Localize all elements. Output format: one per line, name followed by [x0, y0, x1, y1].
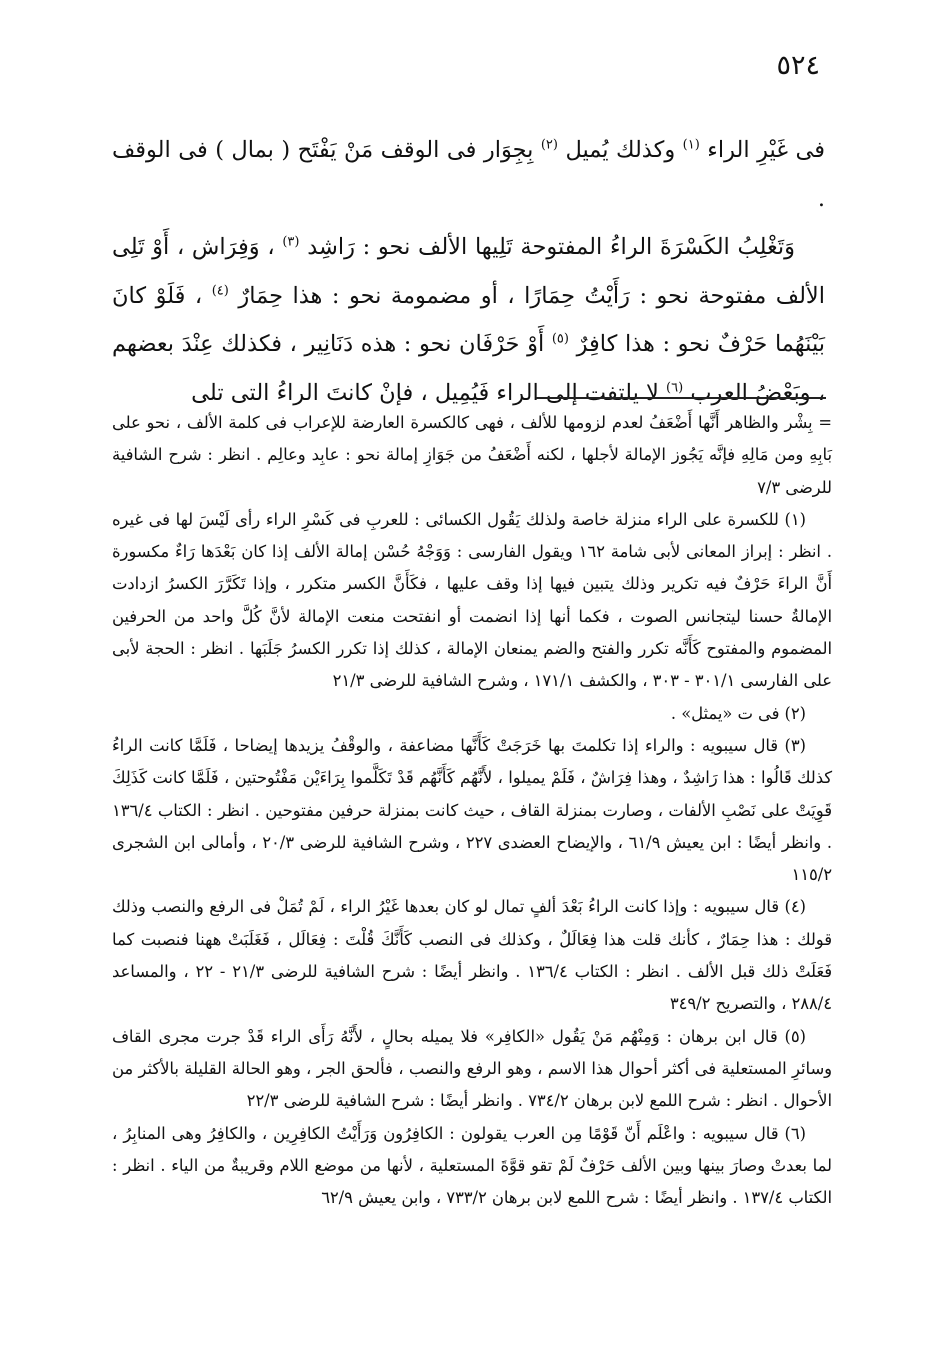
footnote-3: (٣) قال سيبويه : والراء إذا تكلمتَ بها خَرَجَتْ كَأَنَّها مضاعفة ، والوقْفُ يزيدها إيضاحا ، فَلَمَّا كانت الراءُ كذلك قَالُوا : هذا رَاشِدٌ ، وهذا فِرَاشٌ ، فَلَمْ يميلوا ، لأَنَّهُم كَأَنَّهُم قَدْ تَكَلَّموا بِرَاءَيْن مَفْتُوحتين ، فَلَمَّا كانت كَذَلِكَ قَوِيَتْ على نَصْبِ الألفات ، وصارت بمنزلة القاف ، حيث كانت بمنزلة حرفين مفتوحين . انظر : الكتاب ١٣٦/٤ . وانظر أيضًا : ابن يعيش ٦١/٩ ، والإيضاح العضدى ٢٢٧ ، وشرح الشافية للرضى ٢٠/٣ ، وأمالى ابن الشجرى ١١٥/٢: [112, 735, 833, 885]
main-text-run: لا يلتفت إلى الراء فَيُمِيل ، فإنْ كانتَ الراءُ التى تلى: [191, 379, 659, 406]
footnote-ref-5: (٥): [551, 331, 569, 347]
footnote-4: (٤) قال سيبويه : وإذا كانت الراءُ بَعْدَ ألفٍ تمال لو كان بعدها غَيْرُ الراء ، لَمْ تُمَلْ فى الرفع والنصب وذلك قولك : هذا حِمَارٌ ، كأنك قلت هذا فِعَالَلٌ ، وكذلك فى النصب كَأَنَّكَ قُلْتَ : فِعَالَل ، فَغَلَبَتْ ههنا فنصبت كما فَعَلَتْ ذلك قبل الألف . انظر : الكتاب ١٣٦/٤ . وانظر أيضًا : شرح الشافية للرضى ٢١/٣ - ٢٢ ، والمساعد ٢٨٨/٤ ، والتصريح ٣٤٩/٢: [112, 897, 832, 1014]
footnote-ref-3: (٣): [282, 234, 300, 250]
footnote-2: (٢) فى ت «يمثل» .: [670, 703, 806, 723]
footnote-ref-4: (٤): [211, 283, 229, 298]
main-text-run: ، وَفِرَاش ، أَوْ تَلِى الألف مفتوحة نحو : رَأَيْتُ حِمَارًا ، أو مضمومة نحو : هذا حِمَارٌ: [112, 234, 826, 309]
footnotes: [112, 407, 832, 1214]
footnote-ref-1: (١): [682, 137, 700, 153]
page-number: ٥٢٤: [776, 50, 820, 81]
main-text-run: فى غَيْرِ الراء: [707, 137, 826, 163]
footnote-ref-6: (٦): [666, 380, 684, 395]
footnote-separator: [536, 397, 826, 399]
footnote-6: (٦) قال سيبويه : واعْلَم أَنّ قَوْمًا مِن العرب يقولون : الكافِرُون وَرَأَيْتُ الكافِرِين ، والكافِرُ وهى المنابِرُ ، لما بعدتْ وصارَ بينها وبين الألف حَرْفٌ لَمْ تقو قوَّةَ المستعلية ، لأنها من موضع اللام وقريبةٌ من الياء . انظر : الكتاب ١٣٧/٤ . وانظر أيضًا : شرح اللمع لابن برهان ٧٣٣/٢ ، وابن يعيش ٦٢/٩: [112, 1123, 832, 1208]
main-text-run: أَوْ حَرْفَان نحو : هذه دَنَانِير ، فكذلك عِنْدَ بعضهم ، وبَعْضُ العرب: [112, 331, 825, 406]
main-paragraph-1: [112, 126, 825, 223]
footnote-continuation: = بِشْر والظاهر أَنَّها أَضْعَفُ لعدم لزومها للألف ، فهى كالكسرة العارضة للإعراب فى كلمة الألف ، نحو على بَابِهِ ومن مَالِهِ فإنَّه يَجُوز الإمالة لأجلها ، لكنه أَضْعَفُ من جَوَازِ إمالة نحو : عابِد وعالِم . انظر : شرح الشافية للرضى ٧/٣: [112, 413, 832, 497]
main-paragraph-2: [112, 223, 825, 417]
main-text-run: وكذلك يُميل: [565, 137, 676, 163]
footnote-1: (١) للكسرة على الراء منزلة خاصة ولذلك يَقُول الكسائى : للعربِ فى كَسْرِ الراء رأى لَيْسَ لها فى غيره . انظر : إبراز المعانى لأبى شامة ١٦٢ ويقول الفارسى : وَوَجْهُ حُسْن إمالة الألف إذا كان بَعْدَها رَاءٌ مكسورة أَنَّ الراءَ حَرْفٌ فيه تكرير وذلك يتبين فيها إذا وقف عليها ، فكَأَنَّ الكسر متكرر ، وإذا تَكَرَّرَ الكسرُ ازدادت الإمالةُ حسنا ليتجانس الصوت ، فكما أنها إذا انضمت أو انفتحت منعت الإمالة لأنَّ كُلَّ واحد من الحرفين المضموم والمفتوح كَأَنَّه تكرر والفتح والضم يمنعان الإمالة ، كذلك إذا تكرر الكسرُ جَلَبَها . انظر : الحجة لأبى على الفارسى ٣٠١/١ - ٣٠٣ ، والكشف ١٧١/١ ، وشرح الشافية للرضى ٢١/٣: [112, 509, 832, 691]
main-text-run: وَتَغْلِبُ الكَسْرَةَ الراءُ المفتوحة تَلِيها الألف نحو : رَاشِد: [307, 234, 796, 260]
main-text: [112, 126, 825, 417]
main-text-run: بِجِوَار فى الوقف مَنْ يَفْتَح ( بمال ) فى الوقف .: [112, 137, 825, 212]
footnote-5: (٥) قال ابن برهان : وَمِنْهُم مَنْ يَقُول «الكافِر» فلا يميله بحالٍ ، لأَنَّهُ رَأَى الراء قَدْ جرت مجرى القاف وسائرِ المستعلية فى أكثر أحوال هذا الاسم ، وهو الرفع والنصب ، فألحق الجر ، وهو الحالة القليلة بالأكثر من الأحوال . انظر : شرح اللمع لابن برهان ٧٣٤/٢ . وانظر أيضًا : شرح الشافية للرضى ٢٢/٣: [112, 1026, 832, 1111]
main-text-run: ، فَلَوْ كانَ بَيْنَهُما حَرْفٌ نحو : هذا كافِرٌ: [112, 282, 826, 357]
footnote-ref-2: (٢): [540, 137, 558, 153]
